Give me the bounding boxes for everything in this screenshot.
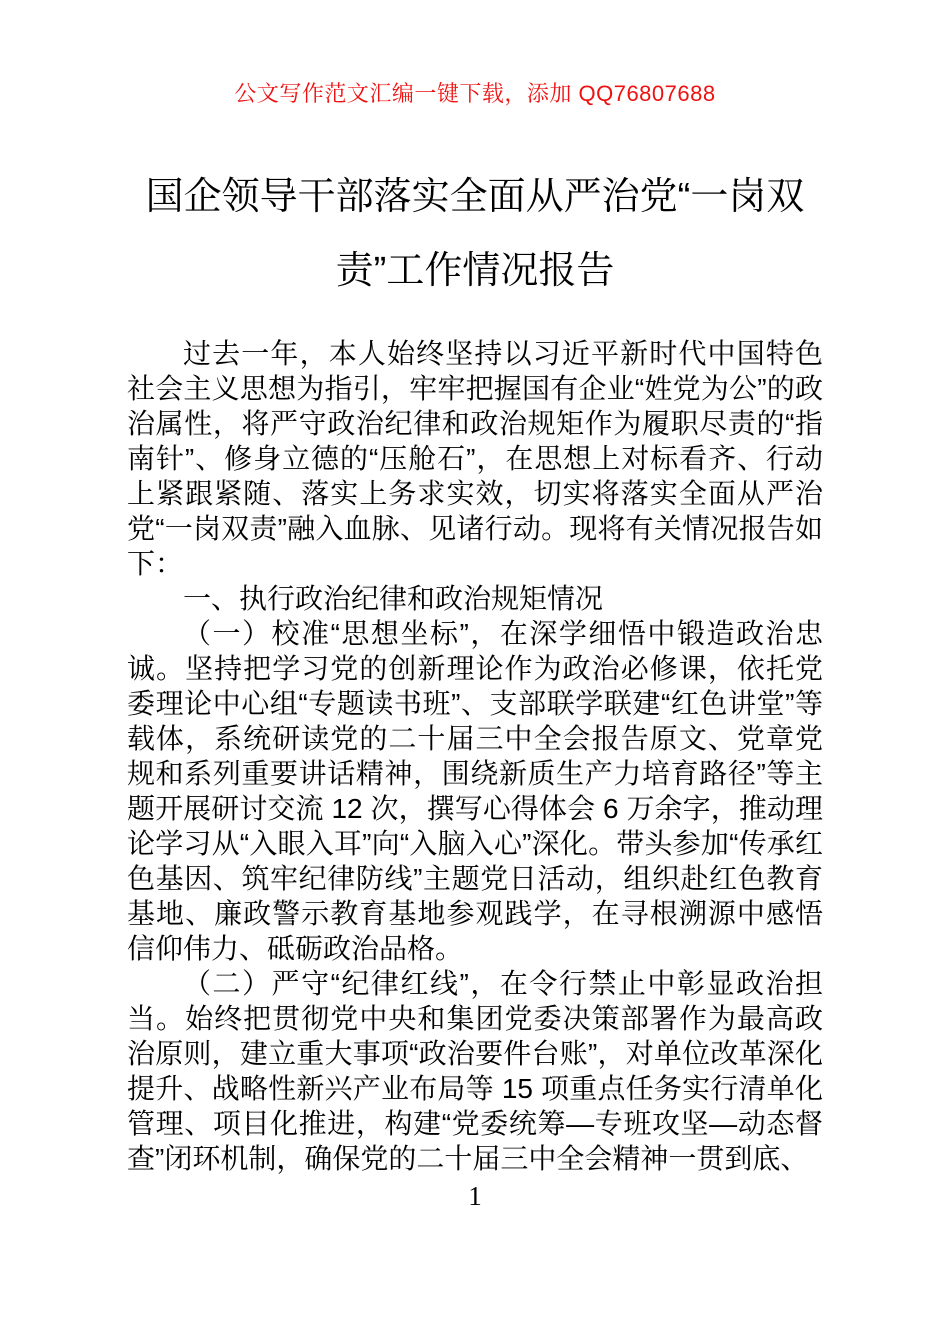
- page-number: 1: [468, 1181, 482, 1211]
- paragraph-section-1-item-1: （一）校准“思想坐标”，在深学细悟中锻造政治忠诚。坚持把学习党的创新理论作为政治必修课，依托党委理论中心组“专题读书班”、支部联学联建“红色讲堂”等载体，系统研读党的二十届三中全会报告原文、党章党规和系列重要讲话精神，围绕新质生产力培育路径”等主题开展研讨交流 12 次，撰写心得体会 6 万余字，推动理论学习从“入眼入耳”向“入脑入心”深化。带头参加“传承红色基因、筑牢纪律防线”主题党日活动，组织赴红色教育基地、廉政警示教育基地参观践学，在寻根溯源中感悟信仰伟力、砥砺政治品格。: [127, 618, 823, 964]
- document-title-line1: 国企领导干部落实全面从严治党“一岗双: [145, 176, 805, 218]
- document-title: [127, 160, 823, 308]
- section-heading-1: 一、执行政治纪律和政治规矩情况: [183, 583, 604, 614]
- document-body: [127, 336, 823, 1176]
- promo-banner-text: 公文写作范文汇编一键下载，添加 QQ76807688: [234, 81, 716, 106]
- paragraph-intro: 过去一年，本人始终坚持以习近平新时代中国特色社会主义思想为指引，牢牢把握国有企业“姓党为公”的政治属性，将严守政治纪律和政治规矩作为履职尽责的“指南针”、修身立德的“压舱石”，在思想上对标看齐、行动上紧跟紧随、落实上务求实效，切实将落实全面从严治党“一岗双责”融入血脉、见诸行动。现将有关情况报告如下：: [127, 338, 823, 579]
- document-title-line2: 责”工作情况报告: [335, 250, 615, 292]
- paragraph-section-1-item-2: （二）严守“纪律红线”，在令行禁止中彰显政治担当。始终把贯彻党中央和集团党委决策部署作为最高政治原则，建立重大事项“政治要件台账”，对单位改革深化提升、战略性新兴产业布局等 15 项重点任务实行清单化管理、项目化推进，构建“党委统筹—专班攻坚—动态督查”闭环机制，确保党的二十届三中全会精神一贯到底、: [127, 968, 823, 1174]
